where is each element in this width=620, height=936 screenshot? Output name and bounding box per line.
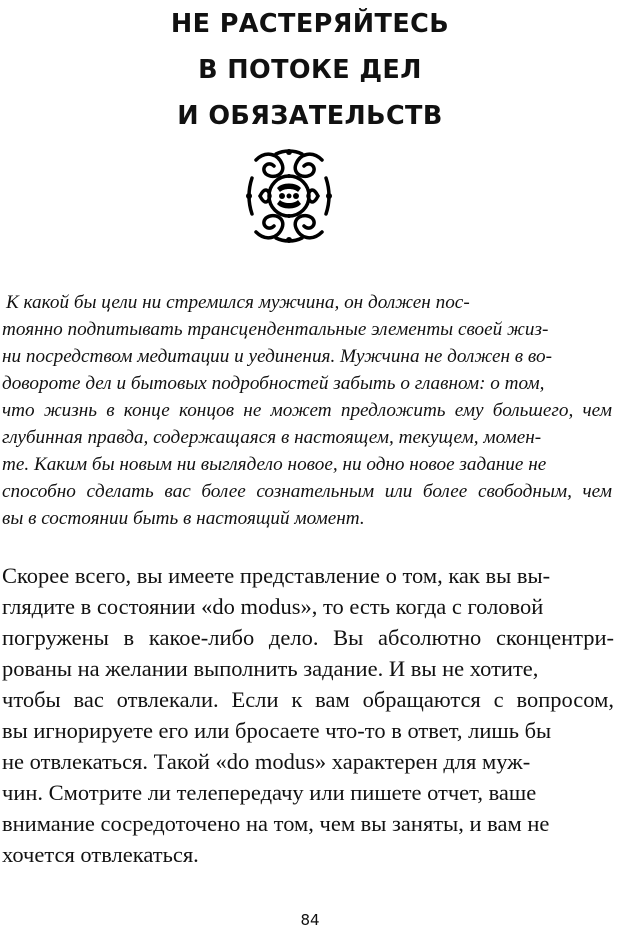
body-line: не отвлекаться. Такой «do modus» характерен для муж-: [2, 749, 531, 774]
chapter-title-line-2: В ПОТОКЕ ДЕЛ: [198, 55, 422, 85]
chapter-title-line-3: И ОБЯЗАТЕЛЬСТВ: [177, 101, 443, 131]
body-line: Скорее всего, вы имеете представление о том, как вы вы-: [2, 563, 551, 588]
epigraph-line: довороте дел и бытовых подробностей забыть о главном: о том,: [2, 373, 545, 394]
body-line: вы игнорируете его или бросаете что-то в ответ, лишь бы: [2, 718, 552, 743]
epigraph-line: К какой бы цели ни стремился мужчина, он должен пос-: [6, 292, 470, 313]
chapter-title-line-1: НЕ РАСТЕРЯЙТЕСЬ: [170, 9, 450, 39]
epigraph-line: глубинная правда, содержащаяся в настоящем, текущем, момен-: [2, 427, 542, 448]
epigraph-line: способно сделать вас более сознательным или более свободным, чем: [2, 481, 612, 502]
chapter-title: [0, 4, 620, 142]
epigraph-line: вы в состоянии быть в настоящий момент.: [2, 508, 365, 529]
celtic-knot-ornament-icon: [246, 148, 332, 244]
body-line: чтобы вас отвлекали. Если к вам обращаются с вопросом,: [2, 687, 614, 712]
body-line: погружены в какое-либо дело. Вы абсолютно сконцентри-: [2, 625, 614, 650]
epigraph-line: тоянно подпитывать трансцендентальные элементы своей жиз-: [2, 319, 549, 340]
body-line: внимание сосредоточено на том, чем вы заняты, и вам не: [2, 811, 550, 836]
body-line: глядите в состоянии «do modus», то есть когда с головой: [2, 594, 544, 619]
body-line: рованы на желании выполнить задание. И вы не хотите,: [2, 656, 539, 681]
epigraph-line: что жизнь в конце концов не может предложить ему большего, чем: [2, 400, 612, 421]
epigraph-line: те. Каким бы новым ни выглядело новое, ни одно новое задание не: [2, 454, 547, 475]
epigraph-line: ни посредством медитации и уединения. Мужчина не должен в во-: [2, 346, 552, 367]
body-line: чин. Смотрите ли телепередачу или пишете отчет, ваше: [2, 780, 537, 805]
body-line: хочется отвлекаться.: [2, 842, 199, 867]
page-number: 84: [300, 911, 320, 929]
